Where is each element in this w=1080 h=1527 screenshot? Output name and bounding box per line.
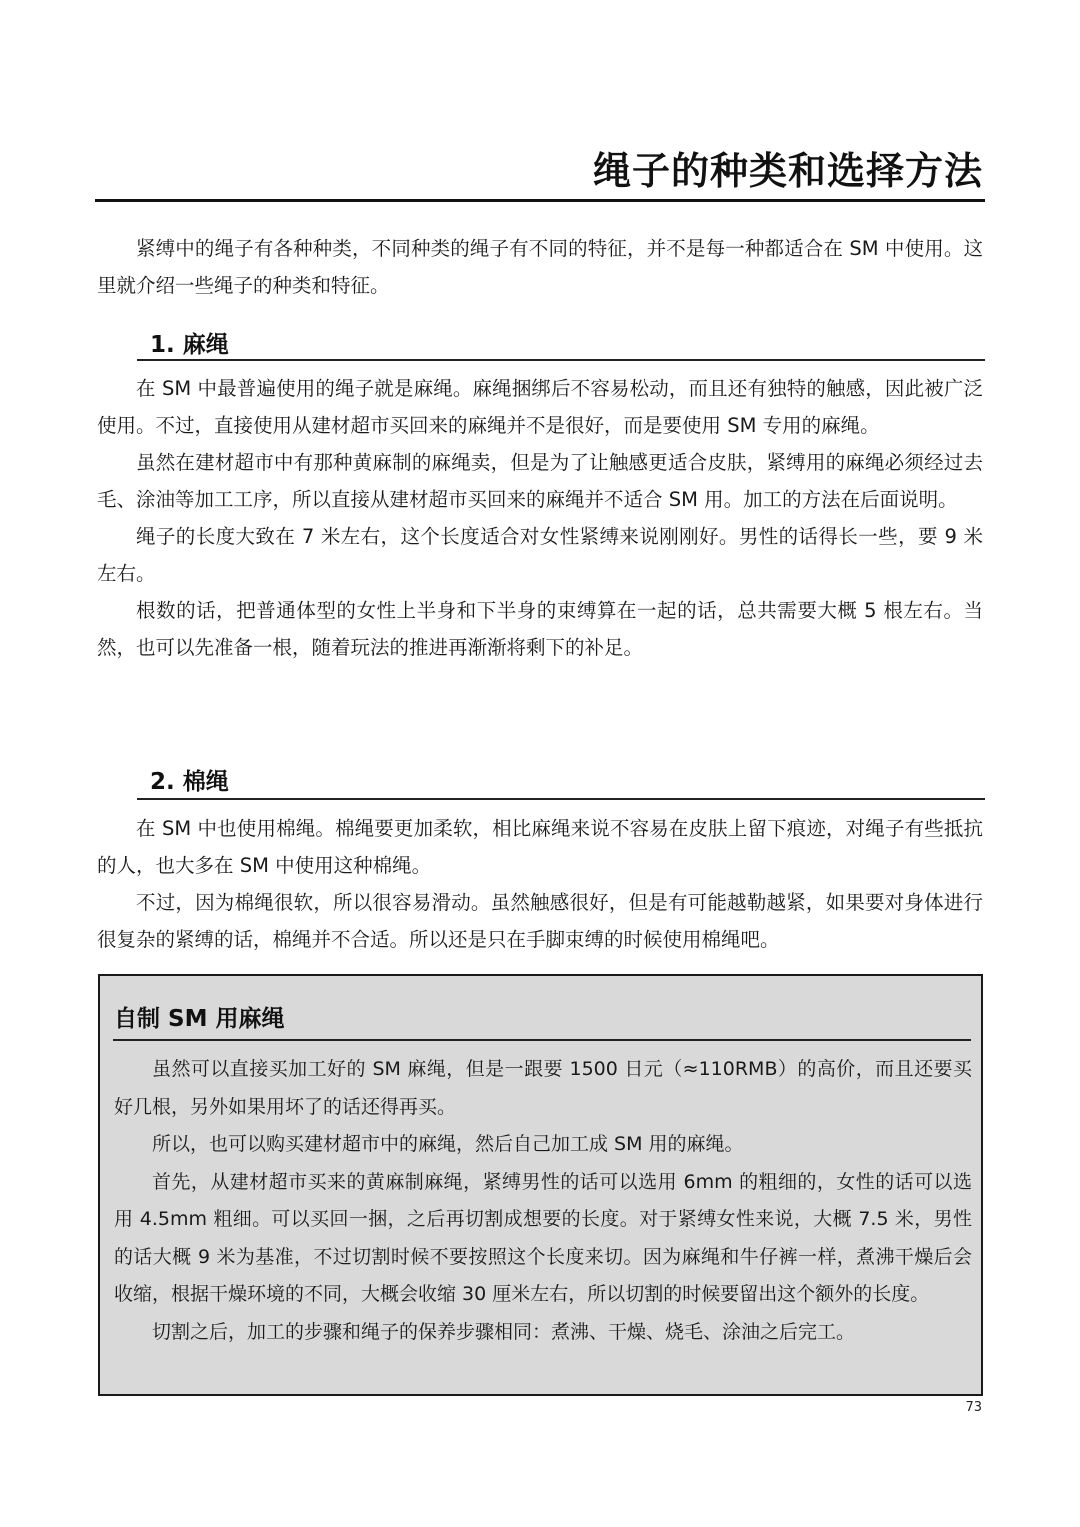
page-number: 73 <box>965 1400 982 1415</box>
section-heading-cotton-rope: 2. 棉绳 <box>150 769 229 795</box>
intro-text <box>97 230 983 304</box>
section-hemp-rope-body <box>97 370 983 666</box>
section-rule <box>137 359 985 361</box>
sidebar-box-diy-rope <box>98 974 983 1396</box>
paragraph: 虽然可以直接买加工好的 SM 麻绳，但是一跟要 1500 日元（≈110RMB）的高价，而且还要买好几根，另外如果用坏了的话还得再买。 <box>114 1058 972 1118</box>
box-rule <box>113 1039 971 1041</box>
paragraph: 在 SM 中最普遍使用的绳子就是麻绳。麻绳捆绑后不容易松动，而且还有独特的触感，因此被广泛使用。不过，直接使用从建材超市买回来的麻绳并不是很好，而是要使用 SM 专用的麻绳。 <box>97 377 983 437</box>
intro-paragraph: 紧缚中的绳子有各种种类，不同种类的绳子有不同的特征，并不是每一种都适合在 SM 中使用。这里就介绍一些绳子的种类和特征。 <box>97 237 983 297</box>
section-rule <box>137 798 985 800</box>
section-heading-hemp-rope: 1. 麻绳 <box>150 332 229 358</box>
page-title: 绳子的种类和选择方法 <box>592 149 983 193</box>
paragraph: 首先，从建材超市买来的黄麻制麻绳，紧缚男性的话可以选用 6mm 的粗细的，女性的话可以选用 4.5mm 粗细。可以买回一捆，之后再切割成想要的长度。对于紧缚女性来说，大概 7.5 米，男性的话大概 9 米为基准，不过切割时候不要按照这个长度来切。因为麻绳和牛仔裤一样，煮沸干燥后会收缩，根据干燥环境的不同，大概会收缩 30 厘米左右，所以切割的时候要留出这个额外的长度。 <box>114 1170 972 1305</box>
paragraph: 不过，因为棉绳很软，所以很容易滑动。虽然触感很好，但是有可能越勒越紧，如果要对身体进行很复杂的紧缚的话，棉绳并不合适。所以还是只在手脚束缚的时候使用棉绳吧。 <box>97 891 983 951</box>
box-content <box>114 1051 972 1351</box>
paragraph: 根数的话，把普通体型的女性上半身和下半身的束缚算在一起的话，总共需要大概 5 根左右。当然，也可以先准备一根，随着玩法的推进再渐渐将剩下的补足。 <box>97 599 983 659</box>
paragraph: 切割之后，加工的步骤和绳子的保养步骤相同：煮沸、干燥、烧毛、涂油之后完工。 <box>152 1320 856 1343</box>
paragraph: 所以，也可以购买建材超市中的麻绳，然后自己加工成 SM 用的麻绳。 <box>152 1133 744 1155</box>
paragraph: 在 SM 中也使用棉绳。棉绳要更加柔软，相比麻绳来说不容易在皮肤上留下痕迹，对绳子有些抵抗的人，也大多在 SM 中使用这种棉绳。 <box>97 817 983 877</box>
title-rule <box>95 199 985 202</box>
paragraph: 虽然在建材超市中有那种黄麻制的麻绳卖，但是为了让触感更适合皮肤，紧缚用的麻绳必须经过去毛、涂油等加工工序，所以直接从建材超市买回来的麻绳并不适合 SM 用。加工的方法在后面说明。 <box>97 451 983 511</box>
section-cotton-rope-body <box>97 810 983 958</box>
box-title: 自制 SM 用麻绳 <box>114 1006 285 1032</box>
paragraph: 绳子的长度大致在 7 米左右，这个长度适合对女性紧缚来说刚刚好。男性的话得长一些，要 9 米左右。 <box>97 525 983 585</box>
